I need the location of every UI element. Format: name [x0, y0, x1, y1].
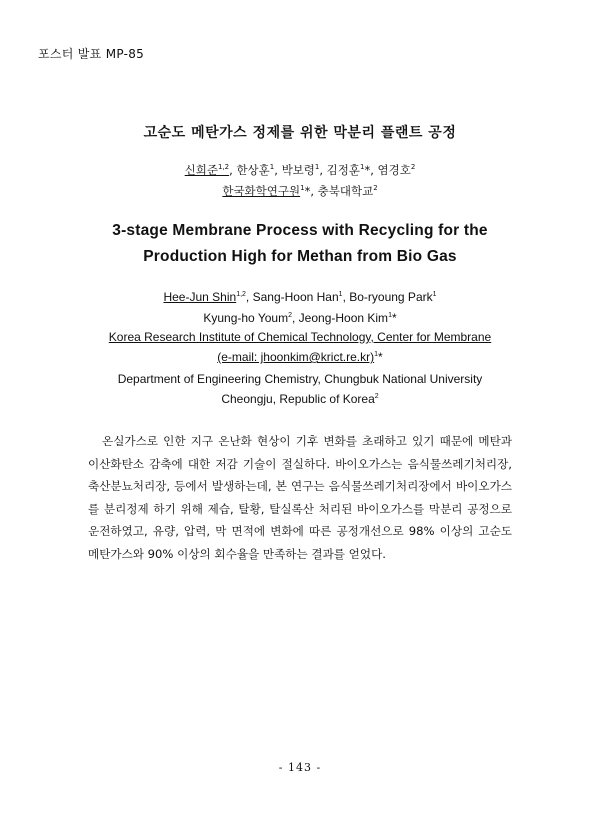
korean-affiliation: 한국화학연구원$^1$* — [222, 184, 311, 198]
korean-author: 박보령$^1$ — [281, 163, 320, 177]
page-number: - 143 - — [278, 761, 322, 774]
korean-affiliations: 한국화학연구원$^1$*, 충북대학교$^2$ — [222, 184, 378, 198]
email-address: (e-mail: jhoonkim@krict.re.kr) — [217, 350, 375, 364]
affiliation-chungbuk-line2: Cheongju, Republic of Korea$^2$ — [221, 392, 379, 406]
english-title-line: Production High for Methan from Bio Gas — [143, 248, 457, 265]
english-author: Bo-ryoung Park$^1$ — [349, 290, 437, 304]
english-author: Jeong-Hoon Kim$^1$* — [298, 311, 397, 325]
english-author: Kyung-ho Youm$^2$ — [203, 311, 292, 325]
english-author: Sang-Hoon Han$^1$ — [252, 290, 343, 304]
korean-author: 염경호$^2$ — [377, 163, 416, 177]
english-author: Hee-Jun Shin$^{1,2}$ — [163, 290, 246, 304]
affiliation-chungbuk-line1: Department of Engineering Chemistry, Chungbuk National University — [117, 372, 483, 386]
korean-title: 고순도 메탄가스 정제를 위한 막분리 플랜트 공정 — [143, 125, 457, 141]
abstract-paragraph: 온실가스로 인한 지구 온난화 현상이 기후 변화를 초래하고 있기 때문에 메탄과 이산화탄소 감축에 대한 저감 기술이 절실하다. 바이오가스는 음식물쓰레기처리장, 축산분뇨처리장, 등에서 발생하는데, 본 연구는 음식물쓰레기처리장에서 바이오가스를 분리정제 하기 위해 제습, 탈황, 탈실록산 처리된 바이오가스를 막분리 공정으로 운전하였고, 유량, 압력, 막 면적에 변화에 따른 공정개선으로 98% 이상의 고순도 메탄가스와 90% 이상의 회수율을 만족하는 결과를 얻었다. — [88, 434, 512, 561]
english-title — [0, 218, 600, 270]
poster-tag: 포스터 발표 MP-85 — [38, 47, 145, 61]
english-authors-line1: Hee-Jun Shin$^{1,2}$, Sang-Hoon Han$^1$, Bo-ryoung Park$^1$ — [163, 290, 437, 304]
email-line: (e-mail: jhoonkim@krict.re.kr)$^1$* — [217, 350, 383, 364]
korean-affiliation: 충북대학교$^2$ — [317, 184, 378, 198]
korean-author: 신희준$^{1,2}$ — [184, 163, 230, 177]
english-authors-line2: Kyung-ho Youm$^2$, Jeong-Hoon Kim$^1$* — [203, 311, 397, 325]
affiliation-krict: Korea Research Institute of Chemical Technology, Center for Membrane — [108, 330, 492, 344]
korean-author: 김정훈$^1$* — [326, 163, 371, 177]
english-title-line: 3-stage Membrane Process with Recycling for the — [112, 222, 488, 239]
korean-author: 한상훈$^1$ — [236, 163, 275, 177]
korean-authors: 신희준$^{1,2}$, 한상훈$^1$, 박보령$^1$, 김정훈$^1$*, 염경호$^2$ — [184, 163, 416, 177]
